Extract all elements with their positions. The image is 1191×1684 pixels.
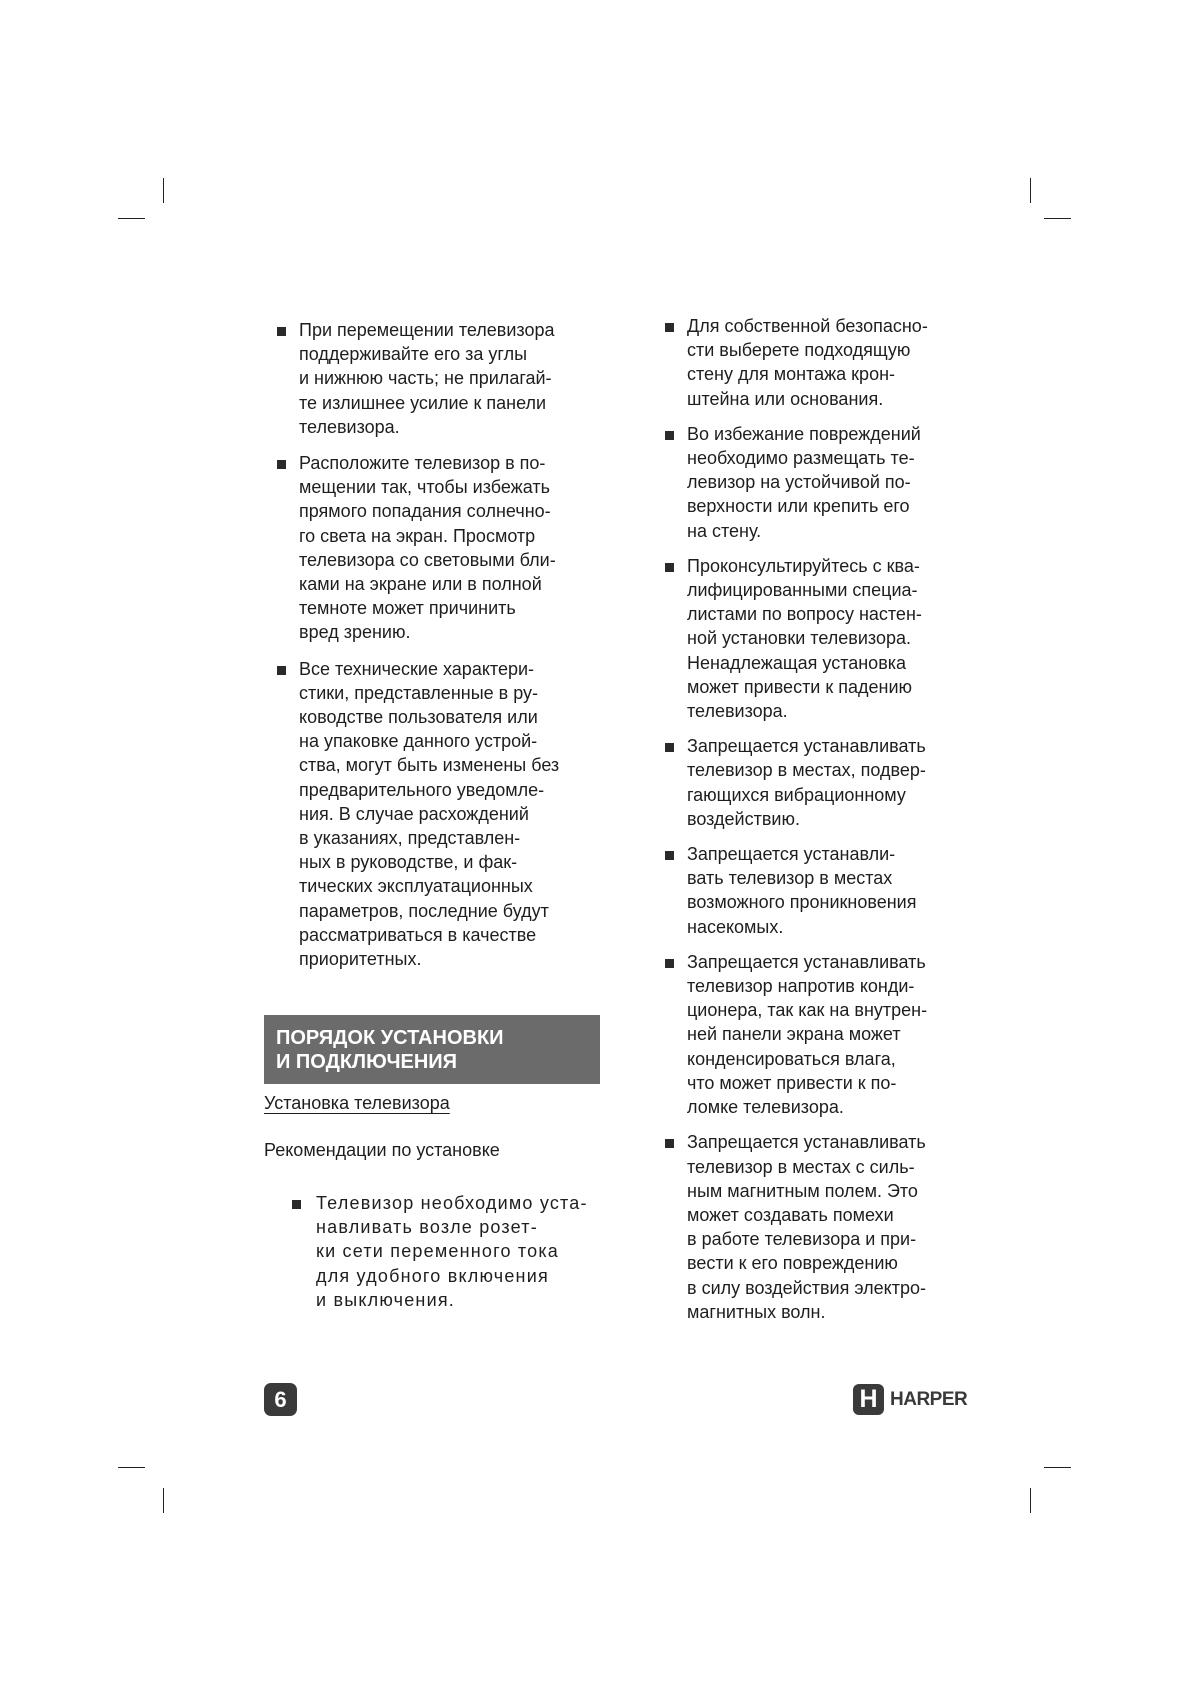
list-item-line: может привести к падению <box>687 676 913 697</box>
recommendations-title: Рекомендации по установке <box>264 1140 500 1160</box>
list-item-line: лифицированными специа- <box>687 580 918 601</box>
list-item-line: Все технические характери- <box>299 658 535 679</box>
list-item-line: в указаниях, представлен- <box>299 828 521 849</box>
list-item-line: насекомых. <box>687 916 784 937</box>
list-item-line: стену для монтажа крон- <box>687 364 896 385</box>
crop-mark <box>1030 178 1031 203</box>
list-item-line: Телевизор необходимо уста- <box>316 1193 588 1213</box>
list-item-line: Для собственной безопасно- <box>687 316 928 336</box>
list-item-line: необходимо размещать те- <box>687 448 915 469</box>
list-item-line: на упаковке данного устрой- <box>299 731 538 752</box>
crop-mark <box>1044 218 1071 219</box>
list-item-line: телевизор в местах, подвер- <box>687 760 926 781</box>
list-item-line: тических эксплуатационных <box>299 876 533 897</box>
list-item <box>652 950 964 1119</box>
list-item-line: в работе телевизора и при- <box>687 1229 917 1250</box>
logo-icon: H <box>853 1384 884 1415</box>
list-item <box>652 734 964 831</box>
crop-mark <box>1030 1488 1031 1513</box>
list-item-line: ломке телевизора. <box>687 1097 844 1118</box>
crop-mark <box>163 1488 164 1513</box>
list-item-line: приоритетных. <box>299 949 422 970</box>
right-bullet-list <box>652 314 964 1324</box>
list-item-line: возможного проникновения <box>687 892 917 913</box>
list-item-line: предварительного уведомле- <box>299 779 545 800</box>
list-item-line: на стену. <box>687 520 762 541</box>
list-item <box>652 842 964 939</box>
section-title-line-1: ПОРЯДОК УСТАНОВКИ <box>276 1027 504 1049</box>
list-item-line: Запрещается устанавливать <box>687 1132 926 1153</box>
crop-mark <box>118 218 145 219</box>
list-item-line: вести к его повреждению <box>687 1253 898 1274</box>
list-item-line: рассматриваться в качестве <box>299 924 537 945</box>
subsection-title: Установка телевизора <box>264 1093 450 1113</box>
logo-brand: HARPER <box>890 1388 968 1410</box>
list-item-line: ционера, так как на внутрен- <box>687 1000 928 1021</box>
crop-mark <box>1044 1467 1071 1468</box>
list-item-line: листами по вопросу настен- <box>687 604 922 625</box>
left-column-install <box>264 1191 604 1324</box>
list-item <box>264 657 600 972</box>
list-item-line: телевизора. <box>687 701 788 722</box>
list-item-line: стики, представленные в ру- <box>299 682 539 703</box>
section-header <box>264 1015 600 1084</box>
list-item-line: верхности или крепить его <box>687 496 910 517</box>
list-item-line: что может привести к по- <box>687 1072 897 1093</box>
harper-logo <box>853 1383 967 1416</box>
list-item-line: и выключения. <box>316 1289 455 1310</box>
list-item-line: Запрещается устанавливать <box>687 951 926 972</box>
list-item <box>652 422 964 543</box>
list-item-line: Во избежание повреждений <box>687 423 921 444</box>
list-item-line: вать телевизор в местах <box>687 868 893 889</box>
list-item-line: в силу воздействия электро- <box>687 1277 926 1298</box>
list-item <box>652 554 964 723</box>
section-title-line-2: И ПОДКЛЮЧЕНИЯ <box>276 1051 458 1073</box>
list-item-line: темноте может причинить <box>299 598 516 619</box>
list-item-line: При перемещении телевизора <box>299 320 555 340</box>
install-bullet-list <box>264 1191 604 1312</box>
page-number: 6 <box>264 1383 297 1416</box>
list-item <box>652 314 964 411</box>
list-item-line: телевизора со световыми бли- <box>299 549 556 570</box>
list-item-line: Запрещается устанавливать <box>687 736 926 757</box>
list-item-line: ства, могут быть изменены без <box>299 755 560 776</box>
list-item-line: Проконсультируйтесь с ква- <box>687 555 920 576</box>
list-item <box>264 451 600 645</box>
list-item-line: может создавать помехи <box>687 1204 894 1225</box>
list-item-line: ной установки телевизора. <box>687 628 911 649</box>
list-item-line: ных в руководстве, и фак- <box>299 852 518 873</box>
list-item-line: вред зрению. <box>299 622 411 643</box>
list-item-line: воздействию. <box>687 808 800 829</box>
right-column <box>652 314 964 1335</box>
list-item-line: параметров, последние будут <box>299 900 549 921</box>
list-item-line: ным магнитным полем. Это <box>687 1180 918 1201</box>
list-item-line: телевизор напротив конди- <box>687 976 915 997</box>
list-item <box>264 318 600 439</box>
list-item <box>264 1191 604 1312</box>
list-item-line: ней панели экрана может <box>687 1024 901 1045</box>
list-item-line: Расположите телевизор в по- <box>299 453 546 474</box>
list-item-line: телевизора. <box>299 416 400 437</box>
list-item-line: го света на экран. Просмотр <box>299 525 536 546</box>
list-item-line: и нижнюю часть; не прилагай- <box>299 368 552 389</box>
list-item-line: ки сети переменного тока <box>316 1241 560 1262</box>
list-item-line: сти выберете подходящую <box>687 340 911 361</box>
list-item-line: магнитных волн. <box>687 1301 826 1322</box>
list-item-line: те излишнее усилие к панели <box>299 392 547 413</box>
list-item-line: для удобного включения <box>316 1265 549 1286</box>
list-item-line: ния. В случае расхождений <box>299 803 529 824</box>
crop-mark <box>118 1467 145 1468</box>
list-item-line: Запрещается устанавли- <box>687 844 896 865</box>
list-item-line: поддерживайте его за углы <box>299 344 528 365</box>
list-item-line: мещении так, чтобы избежать <box>299 477 550 498</box>
list-item-line: конденсироваться влага, <box>687 1048 896 1069</box>
left-column <box>264 318 600 983</box>
list-item-line: прямого попадания солнечно- <box>299 501 551 522</box>
list-item-line: левизор на устойчивой по- <box>687 472 911 493</box>
crop-mark <box>163 178 164 203</box>
list-item <box>652 1130 964 1324</box>
list-item-line: навливать возле розет- <box>316 1217 538 1238</box>
list-item-line: гающихся вибрационному <box>687 784 906 805</box>
list-item-line: телевизор в местах с силь- <box>687 1156 915 1177</box>
left-bullet-list <box>264 318 600 971</box>
list-item-line: ководстве пользователя или <box>299 707 538 728</box>
list-item-line: ками на экране или в полной <box>299 574 542 595</box>
list-item-line: Ненадлежащая установка <box>687 652 907 673</box>
list-item-line: штейна или основания. <box>687 388 884 409</box>
